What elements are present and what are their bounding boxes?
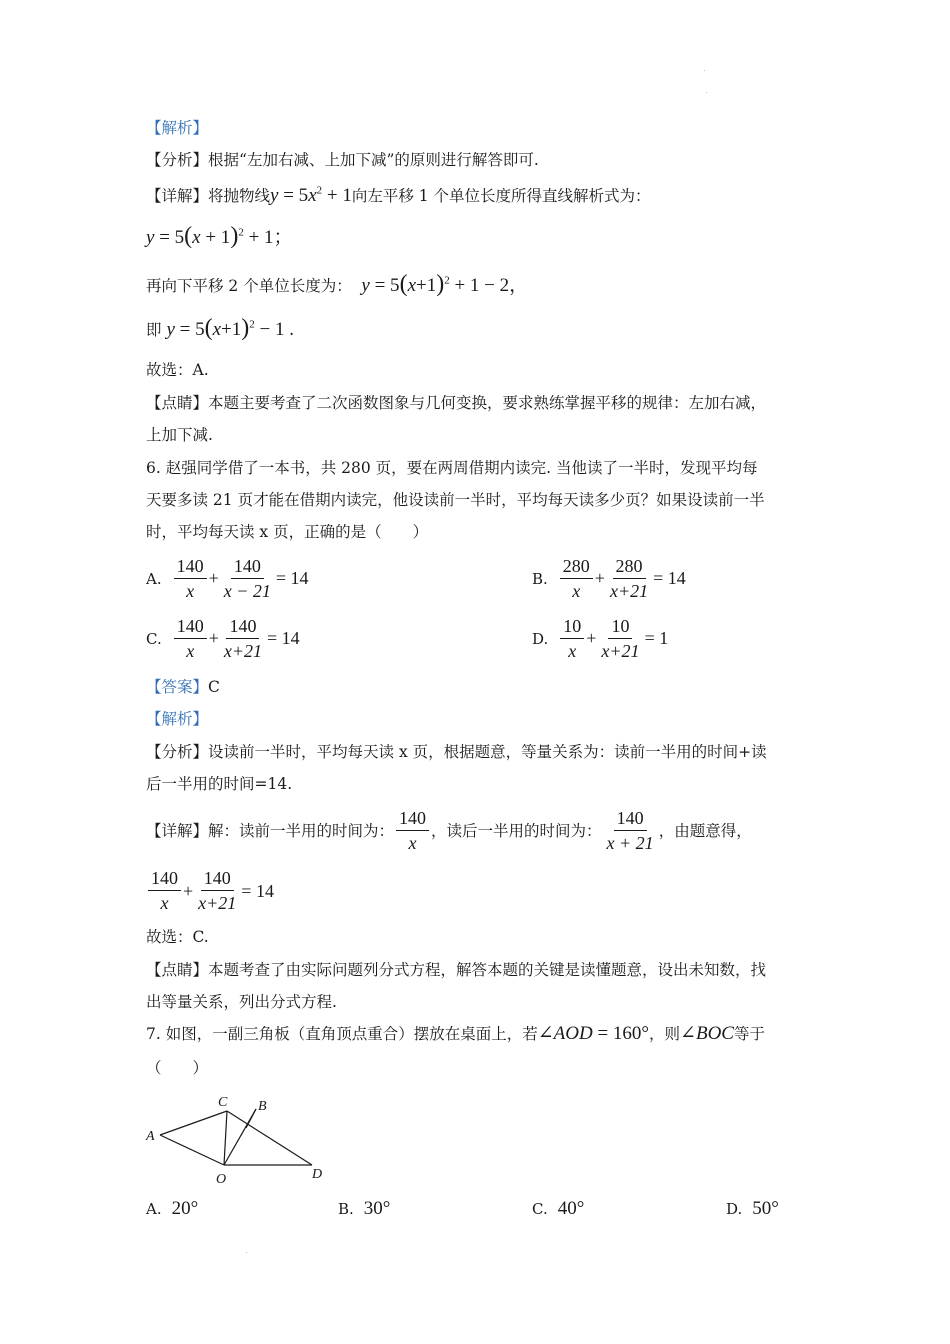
dianjing-5-line2: 上加下减. — [146, 426, 213, 444]
analysis-header: 【解析】 — [146, 119, 209, 137]
equation-rhs: = 14 — [275, 568, 309, 588]
parabola-formula: $y = 5x^2 + 1$ — [270, 184, 352, 206]
q6-fenxi-line2: 后一半用的时间=14. — [146, 775, 293, 793]
formula-shift-down: $y = 5(x+1)^2 + 1 - 2$， — [361, 271, 529, 297]
xiangjie-a: 解：读前一半用的时间为： — [208, 821, 395, 840]
segment-ac — [160, 1111, 227, 1135]
analysis-xiangjie — [146, 186, 651, 206]
frac-num: 140 — [614, 806, 647, 831]
q6-fenxi-line1 — [146, 742, 767, 762]
frac-num: 140 — [231, 554, 264, 579]
angle-aod-formula: ∠AOD = 160° — [537, 1023, 650, 1044]
q7-stem-post: 等于 — [733, 1025, 765, 1043]
xiangjie-post: 向左平移 1 个单位长度所得直线解析式为： — [351, 187, 651, 205]
option-label: B. — [338, 1200, 354, 1218]
frac-den: x — [186, 581, 195, 601]
xiangjie-tag: 【详解】 — [146, 187, 209, 205]
formula-result: $y = 5(x+1)^2 - 1$ . — [166, 315, 294, 341]
frac-num: 10 — [608, 614, 632, 639]
frac-first-half — [396, 806, 429, 855]
label-d: D — [312, 1167, 323, 1182]
frac-den: x — [568, 641, 577, 661]
frac-den: x — [186, 641, 195, 661]
q7-stem-pre: 7. 如图，一副三角板（直角顶点重合）摆放在桌面上，若 — [146, 1025, 538, 1043]
frac-num: 140 — [174, 554, 207, 579]
equation-rhs: = 14 — [241, 880, 274, 901]
step-result — [146, 315, 294, 341]
dianjing-tag: 【点睛】 — [146, 961, 209, 979]
equation-rhs: = 14 — [653, 568, 686, 588]
label-c: C — [218, 1095, 228, 1110]
option-label: C. — [146, 629, 162, 648]
option-label: D. — [532, 629, 549, 648]
frac-num: 140 — [396, 806, 429, 831]
dianjing-text: 本题考查了由实际问题列分式方程，解答本题的关键是读懂题意，设出未知数，找 — [208, 961, 767, 979]
label-a: A — [146, 1129, 155, 1144]
step2-text: 再向下平移 2 个单位长度为： — [146, 277, 352, 295]
frac-num: 140 — [174, 614, 207, 639]
frac-den: x+21 — [601, 641, 640, 661]
frac-den: x+21 — [198, 893, 237, 913]
triangle-figure — [140, 1088, 340, 1188]
formula-shift-left: $y = 5(x + 1)^2 + 1$； — [146, 223, 293, 249]
q7-stem-mid: ，则 — [649, 1025, 681, 1043]
option-label: C. — [532, 1200, 548, 1218]
segment-co — [224, 1111, 227, 1165]
label-b: B — [258, 1099, 267, 1114]
q6-analysis-header: 【解析】 — [146, 710, 209, 728]
frac-num: 10 — [560, 614, 584, 639]
frac-den: x — [572, 581, 581, 601]
q7-option-a — [146, 1198, 198, 1220]
frac-den: x+21 — [223, 641, 263, 661]
answer-value: C — [208, 678, 220, 696]
fenxi-tag: 【分析】 — [146, 743, 209, 761]
q6-equation: $\frac{140}{x}$ + $\frac{140}{x+21}$ = 14 — [146, 866, 274, 915]
q6-stem-line1: 6. 赵强同学借了一本书，共 280 页，要在两周借期内读完. 当他读了一半时，发现平均每 — [146, 459, 758, 477]
xiangjie-tag: 【详解】 — [146, 821, 209, 840]
fenxi-text: 根据“左加右减、上加下减”的原则进行解答即可. — [208, 151, 539, 169]
q6-option-a: A. $\frac{140}{x}$ + $\frac{140}{x - 21}$ = 14 — [146, 556, 309, 601]
q6-xiangjie — [146, 806, 752, 855]
frac-den: x − 21 — [223, 581, 271, 601]
angle-boc-formula: ∠BOC — [680, 1023, 734, 1044]
frac-den: x+21 — [609, 581, 649, 601]
dianjing-text: 本题主要考查了二次函数图象与几何变换，要求熟练掌握平移的规律：左加右减， — [208, 394, 767, 412]
xiangjie-b: ，读后一半用的时间为： — [431, 821, 602, 840]
q7-option-b — [338, 1198, 390, 1220]
fenxi-text: 设读前一半时，平均每天读 x 页，根据题意，等量关系为：读前一半用的时间+读 — [208, 743, 767, 761]
q7-option-c — [532, 1198, 584, 1220]
frac-num: 280 — [560, 554, 593, 579]
q6-option-c: C. $\frac{140}{x}$ + $\frac{140}{x+21}$ = 14 — [146, 616, 300, 661]
frac-num: 140 — [226, 614, 259, 639]
label-o: O — [216, 1172, 227, 1187]
q6-stem-line2: 天要多读 21 页才能在借期内读完，他设读前一半时，平均每天读多少页？如果设读前一半 — [146, 491, 765, 509]
frac-den: x — [160, 893, 169, 913]
equation-rhs: = 14 — [267, 628, 300, 648]
option-value: 20° — [171, 1198, 199, 1219]
step-shift-down — [146, 271, 529, 297]
q6-option-d: D. $\frac{10}{x}$ + $\frac{10}{x+21}$ = 1 — [532, 616, 669, 661]
xiangjie-c: ，由题意得， — [658, 821, 752, 840]
q6-stem-line3: 时，平均每天读 x 页，正确的是（ ） — [146, 523, 429, 541]
fenxi-tag: 【分析】 — [146, 151, 209, 169]
q6-choice: 故选：C. — [146, 928, 209, 946]
choice-5: 故选：A. — [146, 361, 209, 379]
option-value: 30° — [363, 1198, 391, 1219]
q6-dianjing-line2: 出等量关系，列出分式方程. — [146, 993, 337, 1011]
frac-num: 140 — [148, 866, 181, 891]
analysis-fenxi — [146, 150, 539, 170]
option-label: D. — [726, 1200, 743, 1218]
step3-text: 即 — [146, 321, 162, 339]
segment-b-ext — [246, 1109, 256, 1128]
equation-rhs: = 1 — [644, 628, 669, 648]
q7-stem-line1 — [146, 1024, 765, 1044]
frac-num: 280 — [613, 554, 646, 579]
frac-den: x + 21 — [606, 833, 654, 853]
frac-num: 140 — [201, 866, 234, 891]
frac-den: x — [408, 833, 417, 853]
frac-second-half — [604, 806, 657, 855]
dianjing-tag: 【点睛】 — [146, 394, 209, 412]
q6-dianjing-line1 — [146, 960, 766, 980]
segment-ao — [160, 1135, 224, 1165]
q7-option-d — [726, 1198, 779, 1220]
xiangjie-pre: 将抛物线 — [208, 187, 271, 205]
q6-answer — [146, 677, 220, 697]
q7-stem-line2: （ ） — [146, 1059, 209, 1077]
option-label: B. — [532, 569, 548, 588]
scan-speck — [704, 70, 705, 71]
q6-option-b: B. $\frac{280}{x}$ + $\frac{280}{x+21}$ = 14 — [532, 556, 686, 601]
dianjing-5-line1 — [146, 393, 766, 413]
scan-speck — [706, 92, 707, 93]
option-value: 50° — [752, 1198, 779, 1219]
option-value: 40° — [557, 1198, 585, 1219]
answer-tag: 【答案】 — [146, 678, 209, 696]
option-label: A. — [146, 1200, 162, 1218]
scan-speck — [246, 1252, 247, 1253]
option-label: A. — [146, 569, 162, 588]
